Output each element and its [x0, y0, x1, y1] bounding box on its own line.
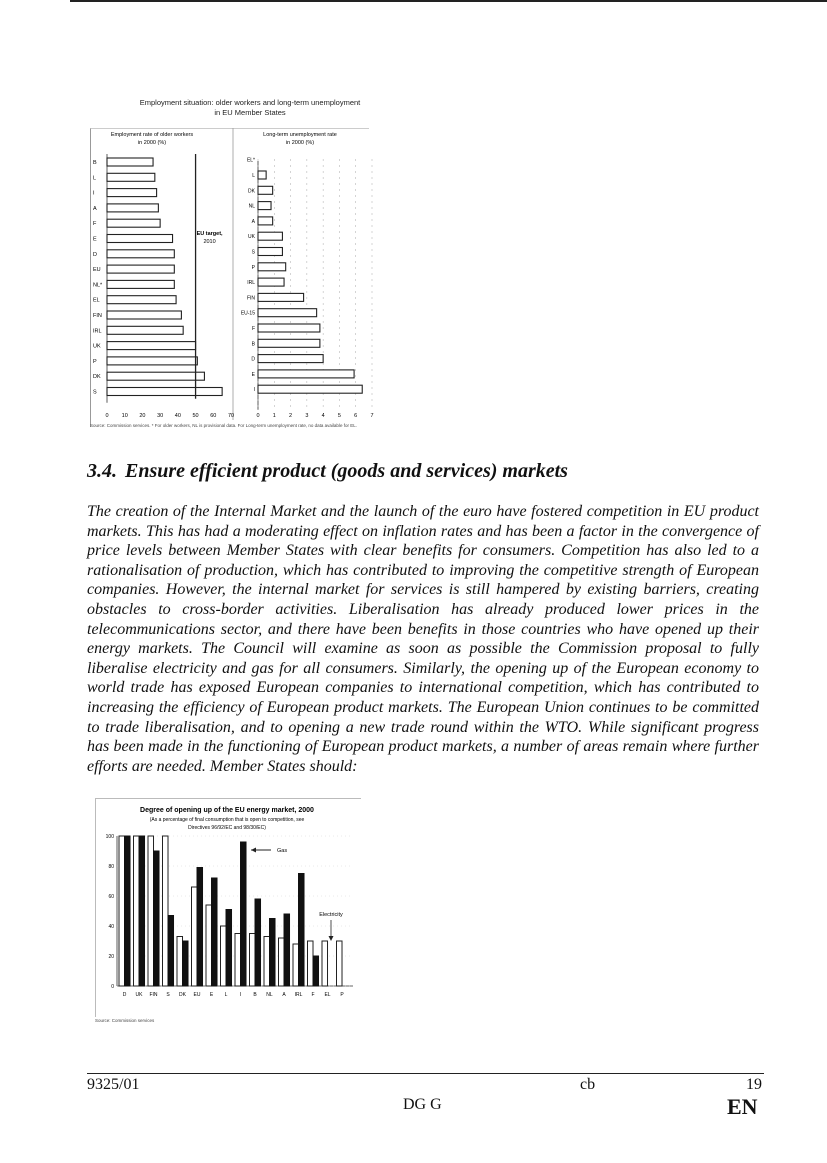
right-tick-label: 1	[272, 413, 276, 419]
figure-2-category-label: EL	[324, 992, 331, 998]
electricity-bar	[293, 944, 299, 986]
figure-2-y-tick-label: 0	[111, 984, 114, 990]
figure-2-category-label: NL	[266, 992, 273, 998]
right-category-label: DK	[248, 188, 255, 195]
left-bar	[107, 280, 174, 288]
gas-bar	[125, 836, 131, 986]
left-bar	[107, 388, 222, 396]
gas-bar	[299, 874, 305, 987]
right-category-label: S	[251, 249, 255, 256]
right-panel-title-line-2: in 2000 (%)	[285, 140, 315, 146]
figure-2-subtitle-line-1: (As a percentage of final consumption that is open to competition, see	[149, 817, 305, 823]
eu-target-label-line-2: 2010	[203, 239, 216, 245]
right-bar	[258, 278, 284, 286]
figure-2-category-label: UK	[135, 992, 143, 998]
electricity-bar	[206, 905, 212, 986]
figure-2-source: Source: Commission services	[95, 1018, 155, 1023]
footer-language: EN	[727, 1094, 758, 1119]
right-category-label: FIN	[246, 295, 255, 302]
right-bar	[258, 263, 286, 271]
electricity-annotation-arrowhead	[329, 936, 334, 941]
gas-bar	[183, 941, 189, 986]
footer-doc-number: 9325/01	[87, 1076, 140, 1093]
figure-2-title-text: Degree of opening up of the EU energy market, 2000	[140, 807, 314, 814]
electricity-label: Electricity	[319, 912, 343, 918]
left-category-label: FIN	[93, 313, 102, 319]
electricity-bar	[235, 934, 241, 987]
electricity-bar	[308, 941, 314, 986]
left-bar	[107, 250, 174, 258]
right-panel-title-line-1: Long-term unemployment rate	[263, 132, 337, 138]
right-bar	[258, 202, 271, 210]
figure-2-category-label: EU	[193, 992, 201, 998]
left-category-label: A	[93, 205, 97, 212]
right-category-label: I	[253, 387, 255, 394]
footer-directorate: DG G	[403, 1096, 442, 1113]
figure-2-category-label: E	[209, 992, 214, 998]
right-category-label: L	[252, 173, 255, 179]
right-category-label: D	[251, 356, 255, 363]
right-category-label: NL	[248, 203, 255, 210]
right-bar	[258, 355, 323, 363]
left-bar	[107, 189, 157, 197]
gas-bar	[313, 956, 319, 986]
figure-2-chart	[95, 798, 365, 1018]
figure-2-y-tick-label: 20	[108, 954, 114, 960]
left-category-label: E	[93, 236, 97, 243]
left-tick-label: 0	[105, 413, 109, 419]
figure-2-y-tick-label: 60	[108, 894, 114, 900]
left-category-label: I	[93, 190, 95, 197]
left-category-label: S	[93, 389, 97, 396]
figure-1-title	[90, 98, 410, 118]
figure-2-category-label: F	[311, 992, 315, 998]
left-category-label: L	[93, 175, 97, 182]
left-category-label: UK	[93, 343, 101, 350]
electricity-bar	[221, 926, 227, 986]
left-tick-label: 70	[227, 413, 235, 419]
right-bar	[258, 232, 282, 240]
right-category-label: UK	[248, 234, 255, 241]
right-bar	[258, 217, 273, 225]
gas-bar	[168, 916, 174, 987]
top-rule	[70, 0, 827, 2]
gas-bar	[241, 842, 247, 986]
figure-1-source: Source: Commission services. * For older workers, NL is provisional data. For Long-term unemployment rate, no data available for EL.	[90, 423, 357, 428]
right-category-label: IRL	[247, 280, 255, 287]
section-heading	[87, 460, 568, 483]
left-category-label: IRL	[93, 328, 102, 335]
electricity-bar	[322, 941, 328, 986]
left-category-label: EL	[93, 297, 100, 304]
right-bar	[258, 309, 317, 317]
left-category-label: D	[93, 251, 97, 258]
left-category-label: F	[93, 221, 97, 228]
right-tick-label: 0	[256, 413, 260, 419]
gas-bar	[212, 878, 218, 986]
left-panel-title-line-2: in 2000 (%)	[137, 140, 167, 146]
gas-bar	[284, 914, 290, 986]
electricity-bar	[177, 937, 183, 987]
left-bar	[107, 219, 160, 227]
figure-2-category-label: A	[282, 992, 286, 998]
right-bar	[258, 248, 282, 256]
gas-bar	[139, 836, 145, 986]
left-panel-title-line-1: Employment rate of older workers	[110, 132, 194, 138]
right-tick-label: 2	[289, 413, 293, 419]
electricity-bar	[250, 934, 256, 987]
left-tick-label: 30	[157, 413, 164, 419]
right-bar	[258, 171, 266, 179]
right-bar	[258, 324, 320, 332]
section-number: 3.4.	[87, 460, 117, 482]
right-bar	[258, 339, 320, 347]
figure-2-category-label: FIN	[149, 992, 158, 998]
right-bar	[258, 186, 273, 194]
figure-1-title-line-1: Employment situation: older workers and long-term unemployment	[139, 98, 361, 107]
left-category-label: DK	[93, 374, 101, 381]
right-category-label: A	[251, 218, 255, 225]
left-tick-label: 20	[139, 413, 146, 419]
figure-2-y-tick-label: 80	[108, 864, 114, 870]
right-tick-label: 4	[321, 413, 325, 419]
gas-label: Gas	[277, 848, 288, 854]
gas-bar	[255, 899, 261, 986]
figure-2-category-label: I	[239, 992, 242, 998]
figure-2-subtitle-line-2: Directives 96/92/EC and 98/30/EC)	[188, 825, 266, 831]
left-tick-label: 60	[210, 413, 217, 419]
right-bar	[258, 385, 362, 393]
footer-page-number: 19	[746, 1076, 762, 1093]
left-tick-label: 40	[174, 413, 181, 419]
right-tick-label: 5	[337, 413, 341, 419]
electricity-bar	[337, 941, 343, 986]
left-bar	[107, 372, 204, 380]
electricity-bar	[163, 836, 169, 986]
right-bar	[258, 293, 304, 301]
figure-1-chart	[90, 128, 380, 423]
left-category-label: B	[93, 160, 97, 166]
right-category-label: E	[251, 371, 255, 378]
left-tick-label: 10	[121, 413, 128, 419]
left-bar	[107, 173, 155, 181]
figure-2-category-label: P	[340, 992, 344, 998]
left-bar	[107, 158, 153, 166]
section-title: Ensure efficient product (goods and services) markets	[125, 460, 568, 482]
electricity-bar	[119, 836, 125, 986]
electricity-bar	[134, 836, 140, 986]
electricity-bar	[148, 836, 154, 986]
left-bar	[107, 235, 173, 243]
section-body: The creation of the Internal Market and the launch of the euro have fostered competition in EU product markets. This has had a moderating effect on inflation rates and has been a factor in the convergence of price levels between Member States with clear benefits for consumers. Competition has also led to a rationalisation of production, which has contributed to improving the competitive strength of European companies. However, the internal market for services is still hampered by existing barriers, creating obstacles to cross-border activities. Liberalisation has already produced lower prices in the telecommunications sector, and there have been benefits in those countries who have opened up their energy markets. The Council will examine as soon as possible the Commission proposal to fully liberalise electricity and gas for all consumers. Similarly, the opening up of the European economy to world trade has exposed European companies to international competition, which has contributed to increasing the efficiency of European product markets. The European Union continues to be committed to trade liberalisation, and to opening a new trade round within the WTO. While significant progress has been made in the functioning of European product markets, a number of areas remain where further efforts are needed. Member States should:	[87, 503, 759, 775]
left-bar	[107, 357, 197, 365]
gas-bar	[270, 919, 276, 987]
right-tick-label: 7	[370, 413, 374, 419]
right-category-label: P	[251, 264, 255, 271]
gas-annotation-arrowhead	[251, 848, 256, 853]
left-bar	[107, 296, 176, 304]
right-tick-label: 6	[354, 413, 358, 419]
figure-2-category-label: D	[122, 992, 127, 998]
footer-rule	[87, 1073, 764, 1074]
footer-initials: cb	[580, 1076, 596, 1093]
left-bar	[107, 342, 196, 350]
right-category-label: EU-15	[240, 310, 255, 317]
figure-1-title-line-2: in EU Member States	[214, 108, 286, 117]
figure-2-category-label: L	[224, 992, 228, 998]
figure-2-category-label: S	[166, 992, 170, 998]
figure-2-category-label: B	[253, 992, 257, 998]
electricity-bar	[192, 887, 198, 986]
left-tick-label: 50	[192, 413, 199, 419]
electricity-bar	[264, 937, 270, 987]
gas-bar	[154, 851, 160, 986]
left-bar	[107, 311, 181, 319]
left-category-label: NL*	[93, 282, 103, 289]
right-category-label: B	[251, 341, 255, 348]
gas-bar	[226, 910, 232, 987]
eu-target-label-line-1: EU target,	[196, 231, 223, 237]
right-bar	[258, 370, 354, 378]
gas-bar	[197, 868, 203, 987]
left-bar	[107, 204, 158, 212]
right-category-label: F	[251, 326, 255, 332]
left-category-label: P	[93, 358, 97, 365]
electricity-bar	[279, 938, 285, 986]
right-tick-label: 3	[305, 413, 309, 419]
figure-2-y-tick-label: 100	[105, 834, 114, 840]
figure-2-category-label: IRL	[294, 992, 303, 998]
left-bar	[107, 326, 183, 334]
figure-2-category-label: DK	[179, 992, 186, 998]
figure-2-y-tick-label: 40	[108, 924, 114, 930]
left-bar	[107, 265, 174, 273]
right-category-label: EL*	[246, 157, 255, 164]
left-category-label: EU	[93, 267, 101, 274]
